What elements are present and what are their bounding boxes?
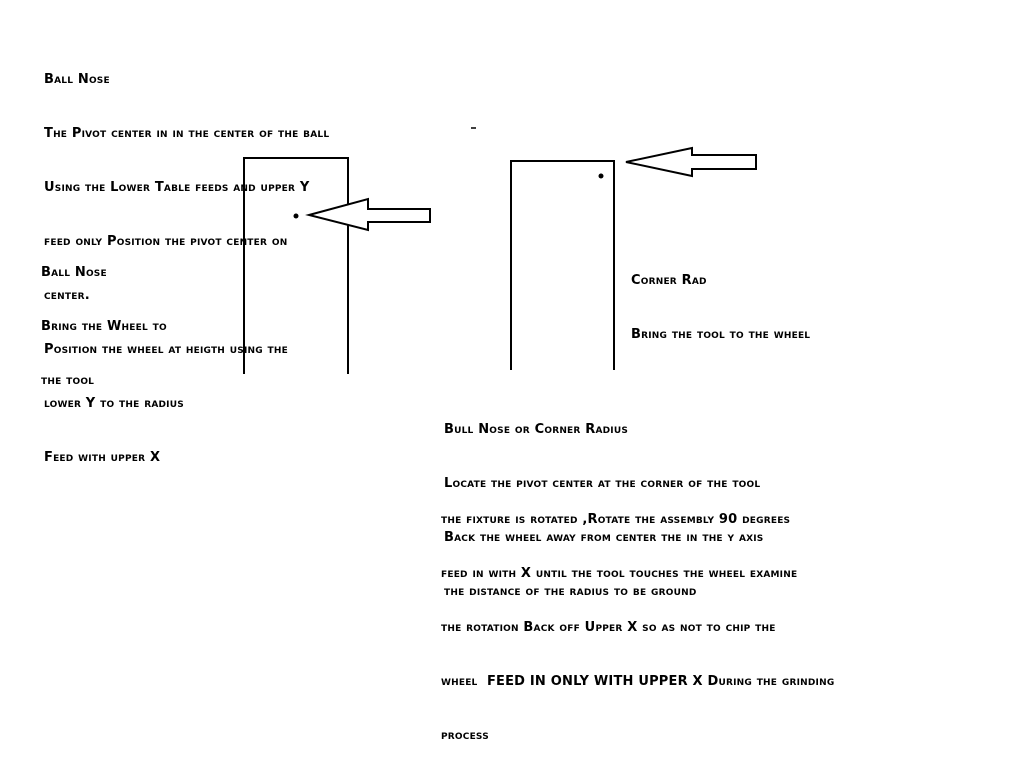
text-line: Feed with upper X (44, 450, 161, 465)
corner-rad-label-text (631, 236, 810, 362)
text-line: Using the Lower Table feeds and upper Y (44, 180, 310, 195)
text-line: The Pivot center in in the center of the ball (44, 126, 330, 141)
text-line: Ball Nose (44, 72, 110, 87)
text-line: the distance of the radius to be ground (444, 584, 697, 599)
corner-rad-tool (511, 161, 614, 370)
text-line: the rotation Back off Upper X so as not to chip the (441, 620, 776, 635)
text-line: feed only Position the pivot center on (44, 234, 288, 249)
text-line: Back the wheel away from center the in the y axis (444, 530, 764, 545)
text-line: feed in with X until the tool touches the wheel examine (441, 566, 798, 581)
text-line: process (441, 728, 489, 743)
text-line: Bring the tool to the wheel (631, 327, 811, 342)
ball-nose-label-text (41, 228, 167, 408)
text-line: the tool (41, 373, 95, 388)
text-line: lower Y to the radius (44, 396, 184, 411)
corner-rad-pivot-dot (599, 174, 604, 179)
text-line: center. (44, 288, 90, 303)
text-line: Bring the Wheel to (41, 319, 167, 334)
text-line: Locate the pivot center at the corner of the tool (444, 476, 761, 491)
text-line: the fixture is rotated ,Rotate the assembly 90 degrees (441, 512, 791, 527)
fixture-rotation-text (441, 475, 834, 763)
text-line: Corner Rad (631, 273, 707, 288)
text-line: Ball Nose (41, 265, 107, 280)
text-line: Position the wheel at heigth using the (44, 342, 288, 357)
text-line: Bull Nose or Corner Radius (444, 422, 629, 437)
text-line: wheel FEED IN ONLY WITH UPPER X During the grinding (441, 674, 835, 689)
corner-rad-wheel-arrow (626, 148, 756, 176)
